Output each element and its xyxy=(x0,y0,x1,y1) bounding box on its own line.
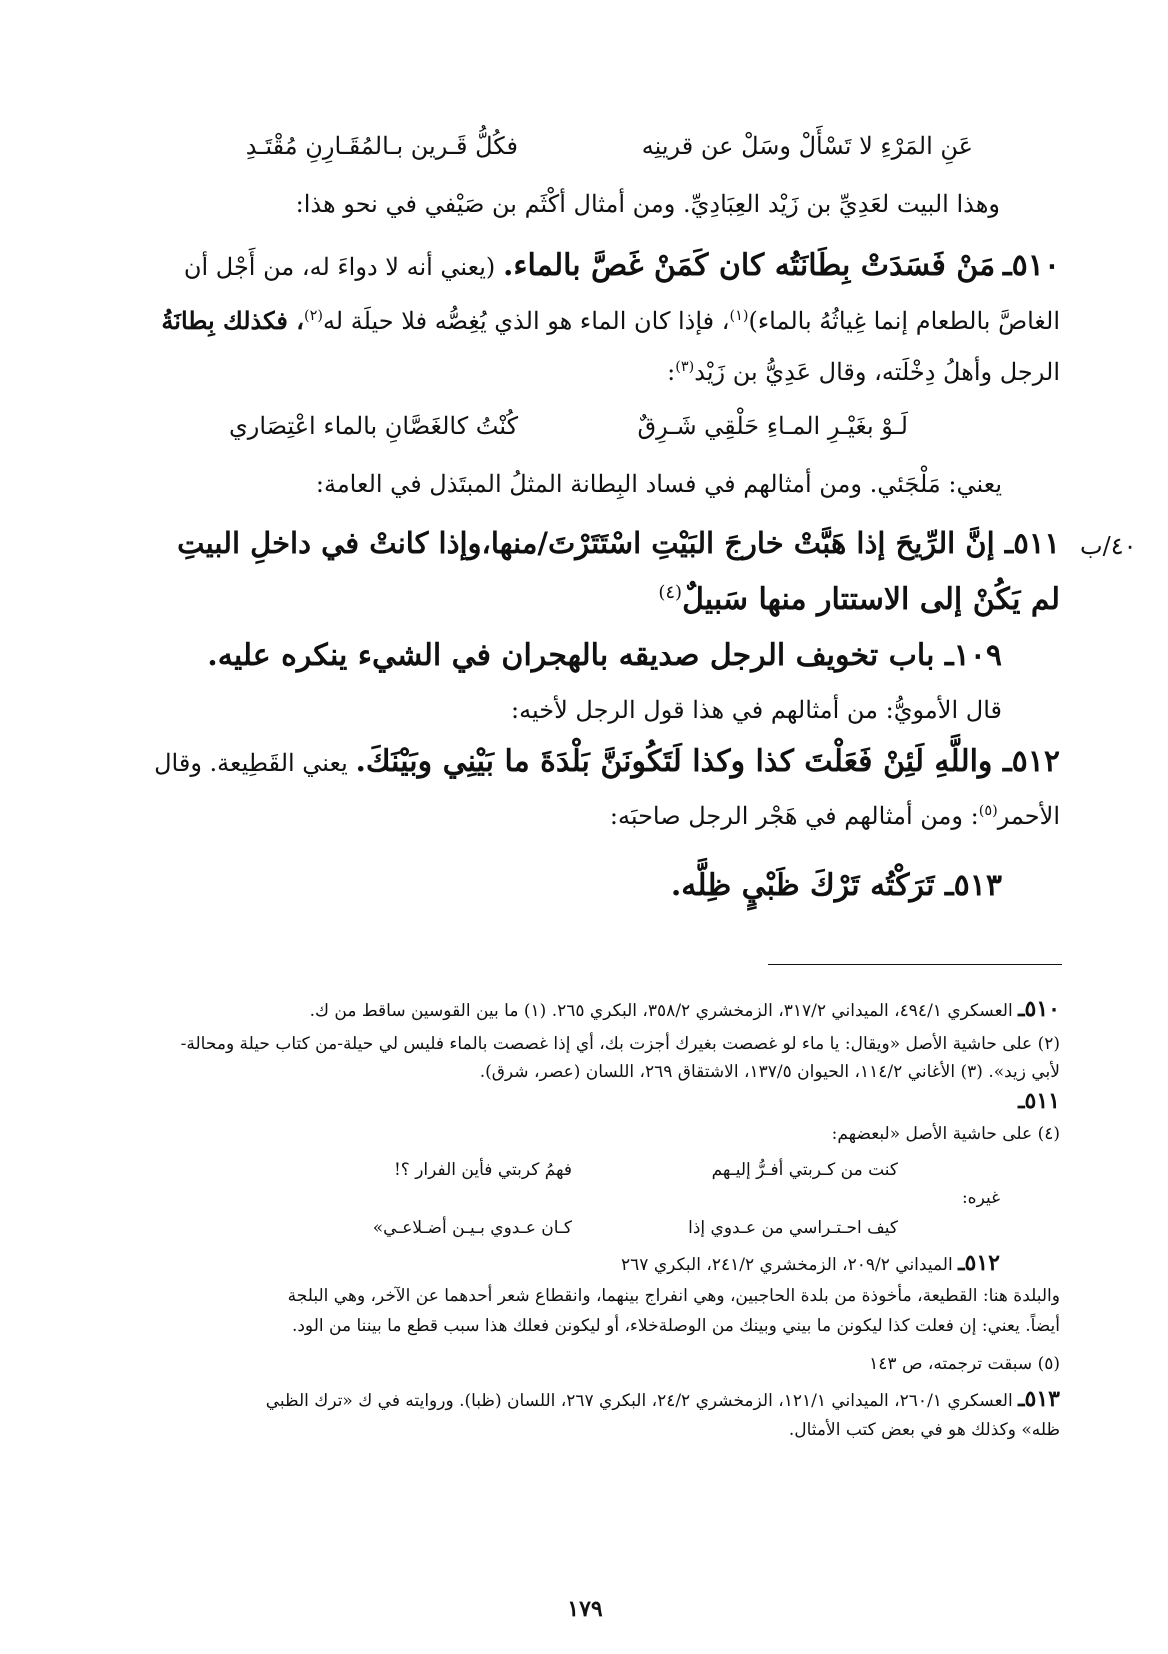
footnote-verse2-left: كـان عـدوي بـيـن أضـلاعـي» xyxy=(372,1218,572,1238)
text-line: وهذا البيت لعَدِيِّ بن زَيْد العِبَادِيِّ. ومن أمثال أكْثَم بن صَيْفي في نحو هذا: xyxy=(295,190,1000,218)
proverb-explanation: (يعني أنه لا دواءَ له، من أَجْل أن xyxy=(183,253,496,281)
footnote-513-line1 xyxy=(266,1386,1060,1412)
text-line xyxy=(667,358,1060,386)
footnote-verse1-right: كنت من كـربتي أفـرُّ إليـهم xyxy=(711,1160,898,1180)
footnote-number: ٥١٠ـ xyxy=(1018,996,1060,1022)
footnote-text: الميداني ٢٠٩/٢، الزمخشري ٢٤١/٢، البكري ٢٦٧ xyxy=(621,1255,953,1275)
proverb-512 xyxy=(154,744,1060,779)
footnote-ref: (٤) xyxy=(658,582,683,603)
footnote-ref: (٢) xyxy=(303,308,323,324)
text-span: الغاصَّ بالطعام إنما غِياثُهُ بالماء) xyxy=(748,307,1060,335)
footnote-512 xyxy=(621,1250,1000,1276)
footnote-2-line1: (٢) على حاشية الأصل «ويقال: يا ماء لو غصصت بغيرك أجزت بك، أي إذا غصصت بالماء فليس لي حيلة-من كتاب حيلة ومحالة- xyxy=(180,1034,1060,1054)
verse2-hemistich-right: لَـوْ بغَيْـرِ المـاءِ حَلْقِي شَـرِقٌ xyxy=(637,412,908,440)
footnote-2-line2: لأبي زيد». (٣) الأغاني ١١٤/٢، الحيوان ١٣٧/٥، الاشتقاق ٢٦٩، اللسان (عصر، شرق). xyxy=(479,1062,1060,1082)
margin-folio-note: ٤٠/ب xyxy=(1080,532,1137,560)
text-span: الرجل وأهلُ دِخْلَته، وقال عَدِيُّ بن زَيْد xyxy=(694,358,1060,386)
footnote-text: العسكري ٤٩٤/١، الميداني ٣١٧/٢، الزمخشري ٣٥٨/٢، البكري ٢٦٥. (١) ما بين القوسين ساقط من ك. xyxy=(309,1001,1013,1021)
text-span: ، فإذا كان الماء هو الذي يُغِصُّه فلا حيلَة له xyxy=(322,307,730,335)
footnote-ref: (١) xyxy=(729,308,749,324)
proverb-511-line2 xyxy=(658,582,1060,617)
proverb-510 xyxy=(184,248,1060,283)
footnote-513-line2: ظله» وكذلك هو في بعض كتب الأمثال. xyxy=(788,1420,1060,1440)
footnote-ref: (٥) xyxy=(978,803,998,819)
verse2-hemistich-left: كُنْتُ كالغَصَّانِ بالماء اعْتِصَاري xyxy=(228,412,518,440)
footnote-number: ٥١٢ـ xyxy=(958,1250,1000,1276)
page-number: ١٧٩ xyxy=(567,1596,603,1622)
footnote-other: غيره: xyxy=(961,1188,1000,1208)
text-line xyxy=(161,306,1060,335)
verse1-hemistich-right: عَنِ المَرْءِ لا تَسْأَلْ وسَلْ عن قرينِه xyxy=(641,132,973,160)
footnote-512-line1: والبلدة هنا: القطيعة، مأخوذة من بلدة الحاجبين، وهي انفراج بينهما، وانقطاع شعر أحدهما عن الآخر، وهي البلجة xyxy=(287,1286,1060,1306)
text-span: : xyxy=(667,358,676,386)
proverb-513: ٥١٣ـ تَرَكْتُه تَرْكَ ظَبْيٍ ظِلَّه. xyxy=(670,868,1002,903)
chapter-heading-109: ١٠٩ـ باب تخويف الرجل صديقه بالهجران في الشيء ينكره عليه. xyxy=(207,638,1002,673)
footnote-verse1-left: فهمُ كربتي فأين الفرار ؟! xyxy=(393,1160,572,1180)
proverb-511-line1: ٥١١ـ إنَّ الرِّيحَ إذا هَبَّتْ خارجَ البَيْتِ اسْتَتَرْتَ/منها،وإذا كانتْ في داخلِ البيتِ xyxy=(177,526,1060,560)
footnote-text: العسكري ٢٦٠/١، الميداني ١٢١/١، الزمخشري ٢٤/٢، البكري ٢٦٧، اللسان (ظبا). وروايته في ك «ترك الظبي xyxy=(265,1391,1013,1411)
footnote-5: (٥) سبقت ترجمته، ص ١٤٣ xyxy=(869,1354,1060,1374)
text-span: ، فكذلك بِطانَةُ xyxy=(161,306,304,335)
verse1-hemistich-left: فكُلُّ قَـرين بـالمُقَـارِنِ مُقْتَـدِ xyxy=(245,132,518,160)
footnote-separator xyxy=(768,964,1062,965)
proverb-text: مَنْ فَسَدَتْ بِطَانَتُه كان كَمَنْ غَصَّ بالماء. xyxy=(502,248,996,283)
footnote-510 xyxy=(310,996,1060,1022)
text-line: يعني: مَلْجَئي. ومن أمثالهم في فساد البِطانة المثلُ المبتَذل في العامة: xyxy=(315,470,1002,498)
text-span: لم يَكُنْ إلى الاستتار منها سَبيلٌ xyxy=(682,582,1060,617)
text-span: : ومن أمثالهم في هَجْر الرجل صاحبَه: xyxy=(609,802,979,830)
footnote-verse2-right: كيف احـتـراسي من عـدوي إذا xyxy=(688,1218,898,1238)
proverb-text: ٥١٢ـ واللَّهِ لَئِنْ فَعَلْتَ كذا وكذا لَتَكُونَنَّ بَلْدَةَ ما بَيْنِي وبَيْنَكَ. xyxy=(355,744,1060,779)
footnote-ref: (٣) xyxy=(675,359,695,375)
proverb-explanation: يعني القَطِيعة. وقال xyxy=(154,749,348,777)
footnote-number: ٥١٣ـ xyxy=(1018,1386,1060,1412)
text-line xyxy=(610,802,1060,830)
text-span: الأحمر xyxy=(997,802,1060,830)
proverb-number: ٥١٠ـ xyxy=(1002,248,1060,283)
footnote-4: (٤) على حاشية الأصل «لبعضهم: xyxy=(831,1124,1060,1144)
text-line: قال الأمويُّ: من أمثالهم في هذا قول الرجل لأخيه: xyxy=(511,696,1002,724)
footnote-511-number: ٥١١ـ xyxy=(1018,1088,1060,1114)
footnote-512-line2: أيضاً. يعني: إن فعلت كذا ليكونن ما بيني وبينك من الوصلةخلاء، أو ليكونن فعلك هذا سبب قطع ما بيننا من الود. xyxy=(291,1316,1060,1336)
